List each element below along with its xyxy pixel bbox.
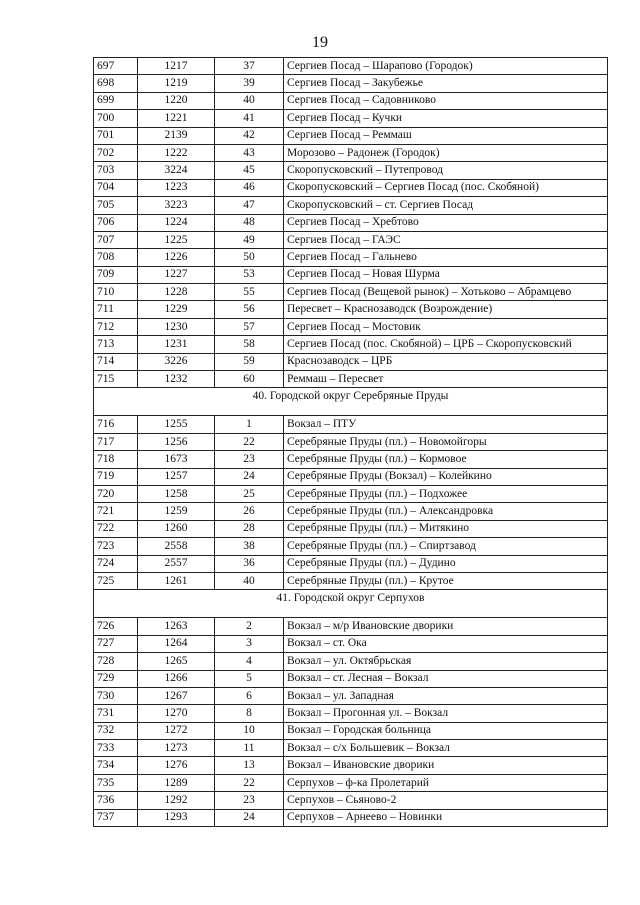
row-number-cell: 723 — [94, 538, 138, 555]
route-name-cell: Серпухов – ф-ка Пролетарий — [284, 774, 608, 791]
row-number-cell: 705 — [94, 197, 138, 214]
row-number-cell: 713 — [94, 336, 138, 353]
registration-number-cell: 1276 — [138, 757, 215, 774]
route-number-cell: 53 — [215, 266, 284, 283]
route-name-cell: Сергиев Посад – Гальнево — [284, 249, 608, 266]
route-number-cell: 38 — [215, 538, 284, 555]
table-row — [94, 371, 608, 388]
route-number-cell: 10 — [215, 722, 284, 739]
row-number-cell: 724 — [94, 555, 138, 572]
route-name-cell: Серпухов – Сьяново-2 — [284, 792, 608, 809]
table-row — [94, 144, 608, 161]
section-title: 40. Городской округ Серебряные Пруды — [94, 388, 608, 416]
route-number-cell: 8 — [215, 705, 284, 722]
registration-number-cell: 1260 — [138, 520, 215, 537]
route-number-cell: 55 — [215, 284, 284, 301]
route-number-cell: 40 — [215, 92, 284, 109]
section-header-row — [94, 590, 608, 618]
registration-number-cell: 1225 — [138, 231, 215, 248]
registration-number-cell: 1221 — [138, 110, 215, 127]
table-row — [94, 468, 608, 485]
route-name-cell: Пересвет – Краснозаводск (Возрождение) — [284, 301, 608, 318]
section-title: 41. Городской округ Серпухов — [94, 590, 608, 618]
row-number-cell: 716 — [94, 416, 138, 433]
table-row — [94, 809, 608, 826]
table-row — [94, 538, 608, 555]
row-number-cell: 717 — [94, 433, 138, 450]
registration-number-cell: 1292 — [138, 792, 215, 809]
row-number-cell: 718 — [94, 451, 138, 468]
route-number-cell: 49 — [215, 231, 284, 248]
row-number-cell: 715 — [94, 371, 138, 388]
route-number-cell: 3 — [215, 635, 284, 652]
route-number-cell: 28 — [215, 520, 284, 537]
route-number-cell: 4 — [215, 653, 284, 670]
route-number-cell: 26 — [215, 503, 284, 520]
table-row — [94, 555, 608, 572]
row-number-cell: 710 — [94, 284, 138, 301]
route-number-cell: 46 — [215, 179, 284, 196]
routes-table-body — [94, 58, 608, 827]
table-row — [94, 774, 608, 791]
route-number-cell: 24 — [215, 468, 284, 485]
registration-number-cell: 2139 — [138, 127, 215, 144]
registration-number-cell: 1273 — [138, 740, 215, 757]
route-name-cell: Серебряные Пруды (пл.) – Новомойгоры — [284, 433, 608, 450]
route-number-cell: 50 — [215, 249, 284, 266]
registration-number-cell: 1267 — [138, 687, 215, 704]
route-number-cell: 22 — [215, 774, 284, 791]
row-number-cell: 728 — [94, 653, 138, 670]
row-number-cell: 701 — [94, 127, 138, 144]
row-number-cell: 720 — [94, 485, 138, 502]
row-number-cell: 708 — [94, 249, 138, 266]
route-name-cell: Вокзал – Прогонная ул. – Вокзал — [284, 705, 608, 722]
route-name-cell: Серебряные Пруды (пл.) – Крутое — [284, 572, 608, 589]
row-number-cell: 733 — [94, 740, 138, 757]
route-name-cell: Вокзал – ст. Ока — [284, 635, 608, 652]
route-number-cell: 6 — [215, 687, 284, 704]
table-row — [94, 249, 608, 266]
registration-number-cell: 1261 — [138, 572, 215, 589]
route-number-cell: 1 — [215, 416, 284, 433]
table-row — [94, 336, 608, 353]
registration-number-cell: 1265 — [138, 653, 215, 670]
table-row — [94, 740, 608, 757]
route-name-cell: Сергиев Посад – Реммаш — [284, 127, 608, 144]
routes-table — [93, 57, 608, 827]
row-number-cell: 726 — [94, 618, 138, 635]
row-number-cell: 727 — [94, 635, 138, 652]
route-name-cell: Серебряные Пруды (пл.) – Дудино — [284, 555, 608, 572]
row-number-cell: 737 — [94, 809, 138, 826]
route-name-cell: Серебряные Пруды (пл.) – Кормовое — [284, 451, 608, 468]
registration-number-cell: 1229 — [138, 301, 215, 318]
route-number-cell: 39 — [215, 75, 284, 92]
table-row — [94, 722, 608, 739]
table-row — [94, 433, 608, 450]
table-row — [94, 231, 608, 248]
route-number-cell: 60 — [215, 371, 284, 388]
table-row — [94, 705, 608, 722]
row-number-cell: 730 — [94, 687, 138, 704]
table-row — [94, 162, 608, 179]
route-number-cell: 23 — [215, 792, 284, 809]
route-name-cell: Вокзал – ПТУ — [284, 416, 608, 433]
table-row — [94, 214, 608, 231]
row-number-cell: 706 — [94, 214, 138, 231]
route-name-cell: Серебряные Пруды (пл.) – Александровка — [284, 503, 608, 520]
table-row — [94, 792, 608, 809]
row-number-cell: 699 — [94, 92, 138, 109]
route-number-cell: 42 — [215, 127, 284, 144]
route-name-cell: Вокзал – Городская больница — [284, 722, 608, 739]
table-row — [94, 451, 608, 468]
route-name-cell: Сергиев Посад – Шарапово (Городок) — [284, 58, 608, 75]
table-row — [94, 58, 608, 75]
route-number-cell: 45 — [215, 162, 284, 179]
table-row — [94, 318, 608, 335]
route-number-cell: 22 — [215, 433, 284, 450]
row-number-cell: 702 — [94, 144, 138, 161]
route-name-cell: Сергиев Посад – Закубежье — [284, 75, 608, 92]
route-name-cell: Скоропусковский – Путепровод — [284, 162, 608, 179]
row-number-cell: 703 — [94, 162, 138, 179]
table-row — [94, 572, 608, 589]
registration-number-cell: 1272 — [138, 722, 215, 739]
table-row — [94, 520, 608, 537]
route-name-cell: Серпухов – Арнеево – Новинки — [284, 809, 608, 826]
table-row — [94, 687, 608, 704]
route-name-cell: Вокзал – Ивановские дворики — [284, 757, 608, 774]
route-number-cell: 47 — [215, 197, 284, 214]
registration-number-cell: 1293 — [138, 809, 215, 826]
registration-number-cell: 1217 — [138, 58, 215, 75]
table-row — [94, 266, 608, 283]
registration-number-cell: 1219 — [138, 75, 215, 92]
route-name-cell: Вокзал – м/р Ивановские дворики — [284, 618, 608, 635]
route-name-cell: Сергиев Посад – Садовниково — [284, 92, 608, 109]
route-name-cell: Сергиев Посад – Кучки — [284, 110, 608, 127]
route-name-cell: Краснозаводск – ЦРБ — [284, 353, 608, 370]
registration-number-cell: 1226 — [138, 249, 215, 266]
table-row — [94, 197, 608, 214]
row-number-cell: 704 — [94, 179, 138, 196]
table-row — [94, 284, 608, 301]
registration-number-cell: 1227 — [138, 266, 215, 283]
registration-number-cell: 1257 — [138, 468, 215, 485]
registration-number-cell: 1289 — [138, 774, 215, 791]
registration-number-cell: 3223 — [138, 197, 215, 214]
registration-number-cell: 1266 — [138, 670, 215, 687]
table-row — [94, 127, 608, 144]
registration-number-cell: 1264 — [138, 635, 215, 652]
registration-number-cell: 1228 — [138, 284, 215, 301]
table-row — [94, 670, 608, 687]
table-row — [94, 92, 608, 109]
table-row — [94, 503, 608, 520]
row-number-cell: 719 — [94, 468, 138, 485]
route-number-cell: 40 — [215, 572, 284, 589]
table-row — [94, 179, 608, 196]
route-name-cell: Вокзал – ст. Лесная – Вокзал — [284, 670, 608, 687]
table-row — [94, 416, 608, 433]
table-row — [94, 353, 608, 370]
route-number-cell: 36 — [215, 555, 284, 572]
registration-number-cell: 1673 — [138, 451, 215, 468]
row-number-cell: 707 — [94, 231, 138, 248]
registration-number-cell: 1222 — [138, 144, 215, 161]
registration-number-cell: 1270 — [138, 705, 215, 722]
registration-number-cell: 1256 — [138, 433, 215, 450]
row-number-cell: 698 — [94, 75, 138, 92]
section-header-row — [94, 388, 608, 416]
route-number-cell: 2 — [215, 618, 284, 635]
row-number-cell: 711 — [94, 301, 138, 318]
registration-number-cell: 1230 — [138, 318, 215, 335]
table-row — [94, 485, 608, 502]
route-number-cell: 41 — [215, 110, 284, 127]
table-row — [94, 301, 608, 318]
route-name-cell: Скоропусковский – ст. Сергиев Посад — [284, 197, 608, 214]
table-row — [94, 757, 608, 774]
route-name-cell: Сергиев Посад – Хребтово — [284, 214, 608, 231]
route-name-cell: Серебряные Пруды (пл.) – Митякино — [284, 520, 608, 537]
route-name-cell: Скоропусковский – Сергиев Посад (пос. Скобяной) — [284, 179, 608, 196]
row-number-cell: 735 — [94, 774, 138, 791]
route-name-cell: Серебряные Пруды (пл.) – Спиртзавод — [284, 538, 608, 555]
route-name-cell: Вокзал – ул. Западная — [284, 687, 608, 704]
row-number-cell: 732 — [94, 722, 138, 739]
registration-number-cell: 1259 — [138, 503, 215, 520]
registration-number-cell: 1223 — [138, 179, 215, 196]
route-number-cell: 58 — [215, 336, 284, 353]
route-number-cell: 23 — [215, 451, 284, 468]
table-row — [94, 635, 608, 652]
table-row — [94, 110, 608, 127]
route-number-cell: 37 — [215, 58, 284, 75]
registration-number-cell: 1232 — [138, 371, 215, 388]
route-name-cell: Сергиев Посад – Мостовик — [284, 318, 608, 335]
row-number-cell: 729 — [94, 670, 138, 687]
route-name-cell: Вокзал – с/х Большевик – Вокзал — [284, 740, 608, 757]
table-row — [94, 653, 608, 670]
route-number-cell: 13 — [215, 757, 284, 774]
route-number-cell: 48 — [215, 214, 284, 231]
registration-number-cell: 1231 — [138, 336, 215, 353]
registration-number-cell: 1258 — [138, 485, 215, 502]
route-name-cell: Вокзал – ул. Октябрьская — [284, 653, 608, 670]
table-row — [94, 618, 608, 635]
route-name-cell: Реммаш – Пересвет — [284, 371, 608, 388]
page-number: 19 — [312, 34, 328, 51]
registration-number-cell: 3224 — [138, 162, 215, 179]
route-name-cell: Сергиев Посад – Новая Шурма — [284, 266, 608, 283]
row-number-cell: 722 — [94, 520, 138, 537]
route-number-cell: 57 — [215, 318, 284, 335]
registration-number-cell: 1224 — [138, 214, 215, 231]
row-number-cell: 709 — [94, 266, 138, 283]
route-number-cell: 25 — [215, 485, 284, 502]
registration-number-cell: 3226 — [138, 353, 215, 370]
row-number-cell: 725 — [94, 572, 138, 589]
route-number-cell: 24 — [215, 809, 284, 826]
route-name-cell: Серебряные Пруды (пл.) – Подхожее — [284, 485, 608, 502]
route-number-cell: 59 — [215, 353, 284, 370]
route-number-cell: 11 — [215, 740, 284, 757]
route-name-cell: Сергиев Посад (Вещевой рынок) – Хотьково – Абрамцево — [284, 284, 608, 301]
row-number-cell: 721 — [94, 503, 138, 520]
route-number-cell: 5 — [215, 670, 284, 687]
table-row — [94, 75, 608, 92]
route-name-cell: Серебряные Пруды (Вокзал) – Колейкино — [284, 468, 608, 485]
row-number-cell: 734 — [94, 757, 138, 774]
row-number-cell: 731 — [94, 705, 138, 722]
route-number-cell: 43 — [215, 144, 284, 161]
route-name-cell: Морозово – Радонеж (Городок) — [284, 144, 608, 161]
row-number-cell: 697 — [94, 58, 138, 75]
route-number-cell: 56 — [215, 301, 284, 318]
registration-number-cell: 1220 — [138, 92, 215, 109]
row-number-cell: 736 — [94, 792, 138, 809]
registration-number-cell: 2557 — [138, 555, 215, 572]
row-number-cell: 714 — [94, 353, 138, 370]
row-number-cell: 712 — [94, 318, 138, 335]
registration-number-cell: 1263 — [138, 618, 215, 635]
route-name-cell: Сергиев Посад (пос. Скобяной) – ЦРБ – Скоропусковский — [284, 336, 608, 353]
route-name-cell: Сергиев Посад – ГАЭС — [284, 231, 608, 248]
registration-number-cell: 2558 — [138, 538, 215, 555]
row-number-cell: 700 — [94, 110, 138, 127]
registration-number-cell: 1255 — [138, 416, 215, 433]
